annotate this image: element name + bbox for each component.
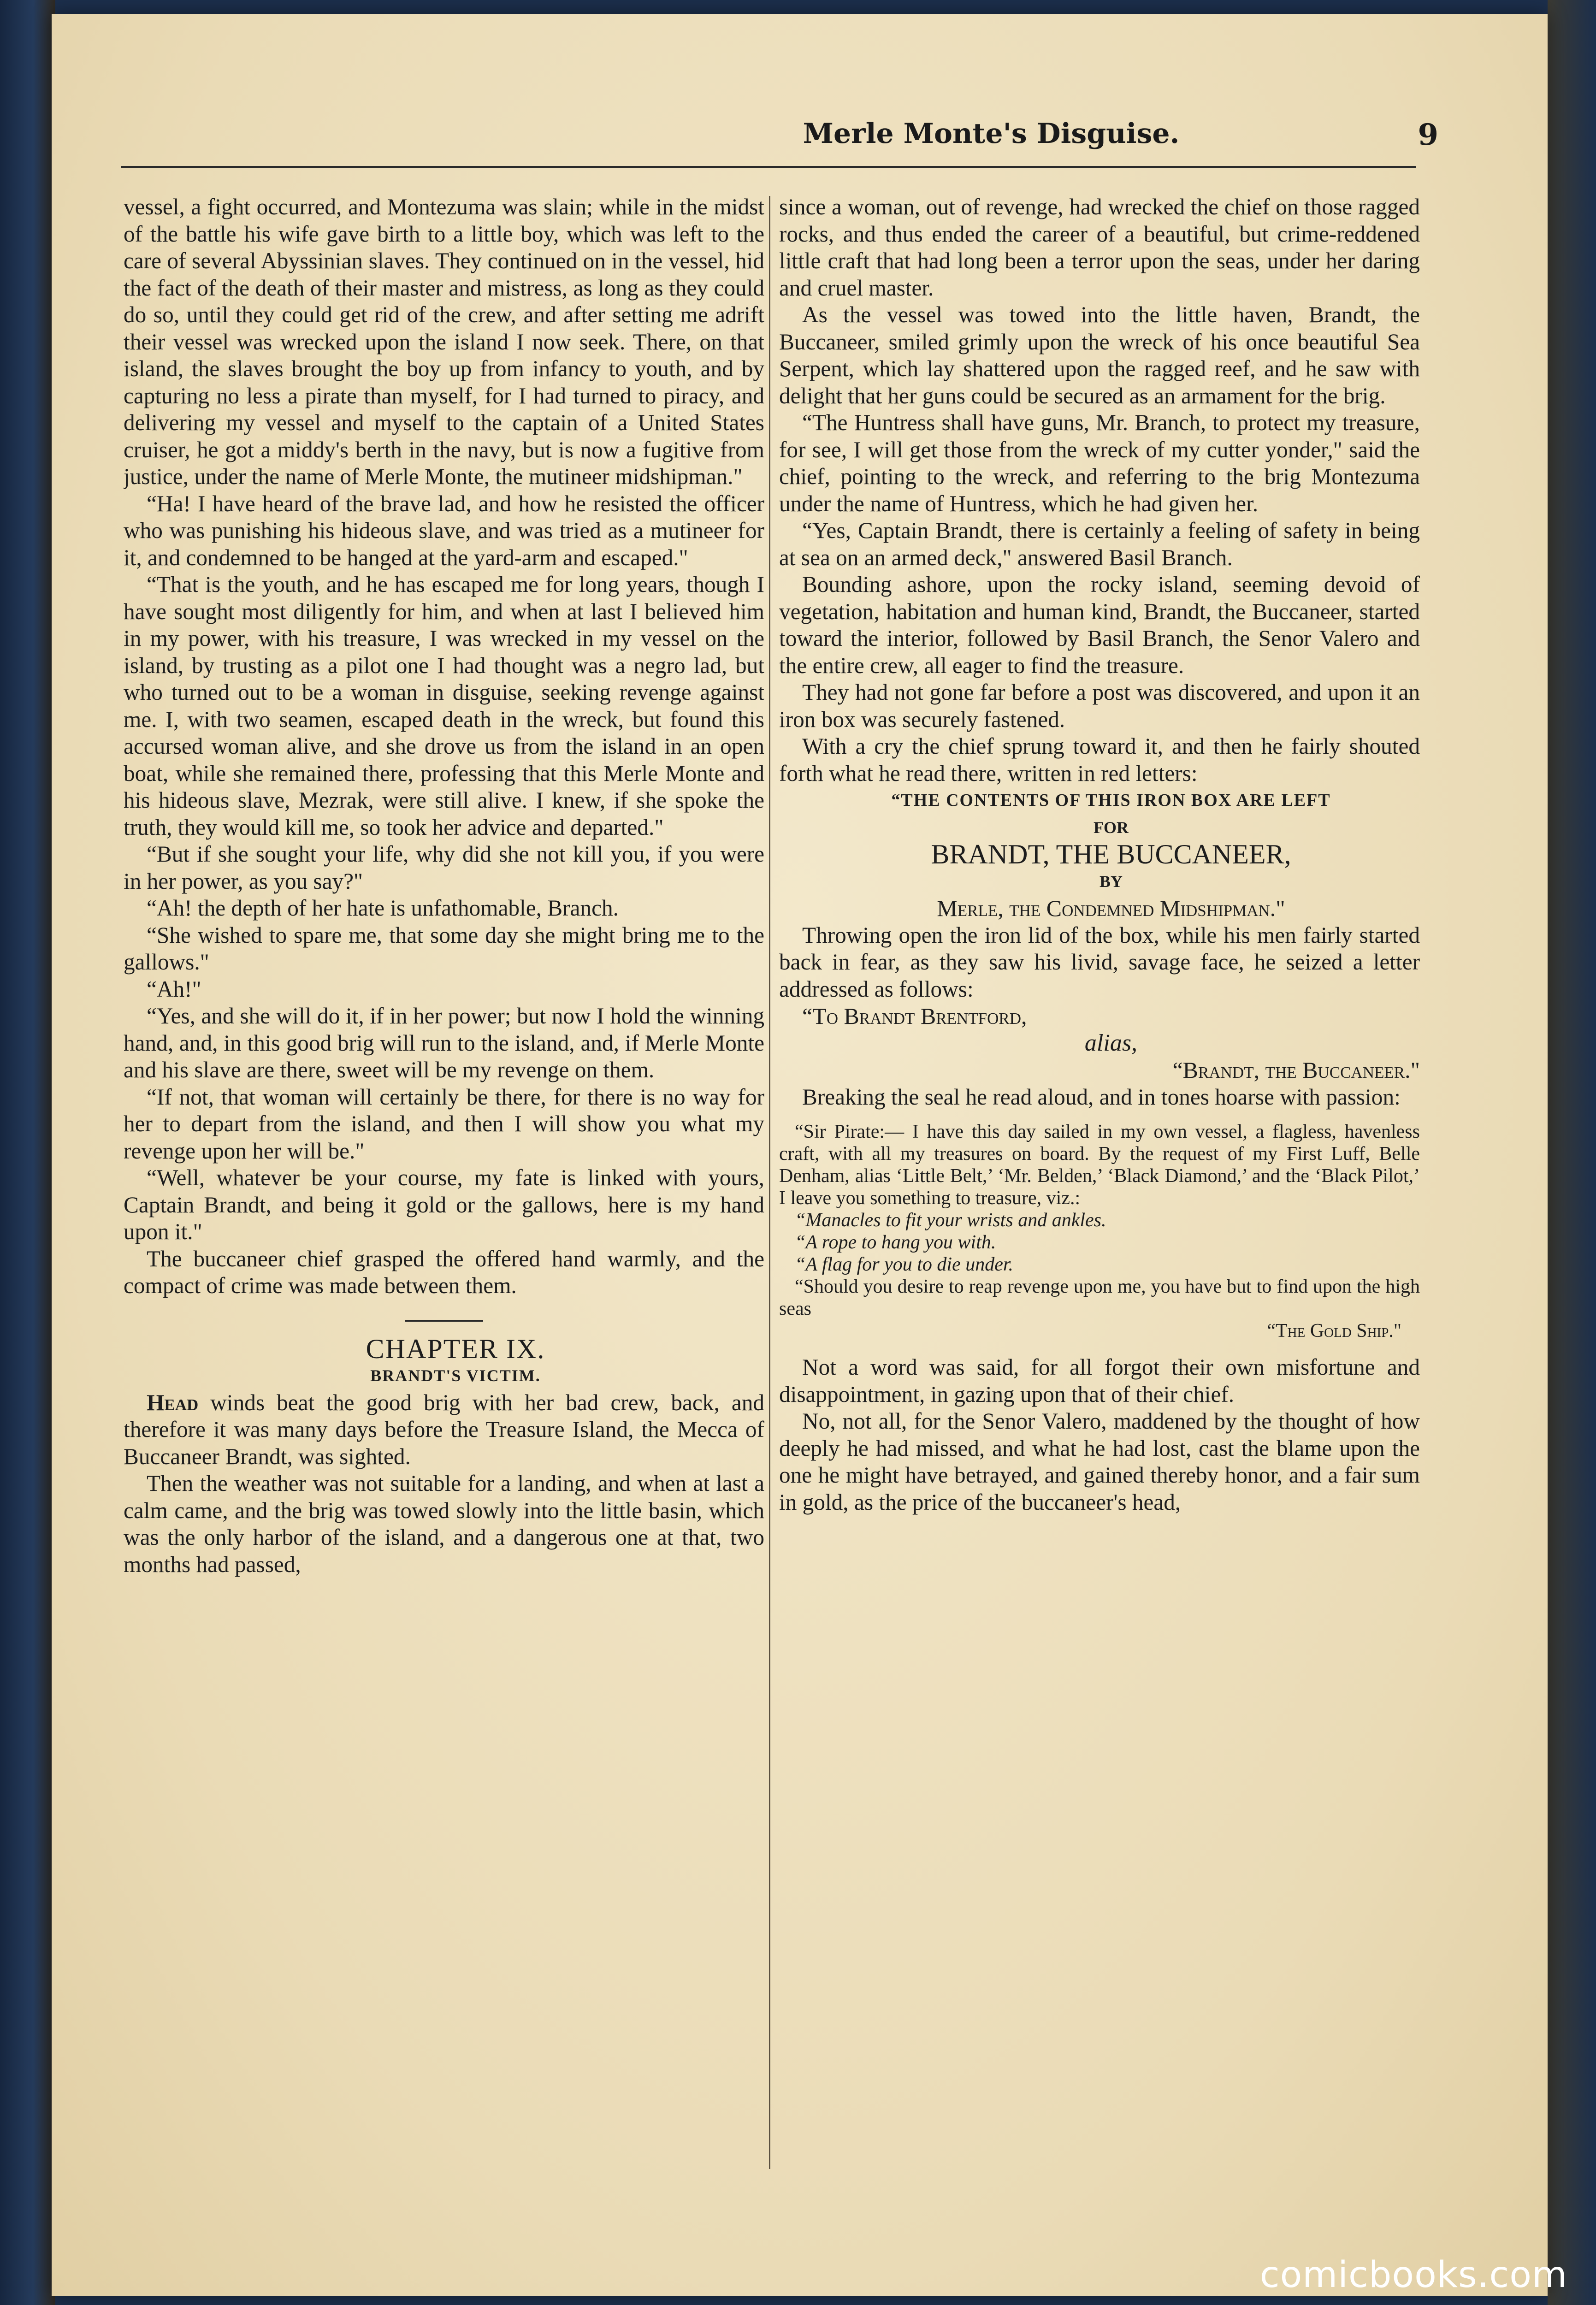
scan-background-left bbox=[0, 0, 55, 2305]
letter-item: “A flag for you to die under. bbox=[795, 1254, 1014, 1275]
paragraph: “Well, whatever be your course, my fate is linked with yours, Captain Brandt, and being it gold or the gallows, here is my hand upon it." bbox=[124, 1165, 764, 1244]
pirate-letter bbox=[779, 1121, 1420, 1342]
watermark-text: comicbooks.com bbox=[1259, 2254, 1567, 2296]
header-rule bbox=[121, 166, 1416, 168]
running-title: Merle Monte's Disguise. bbox=[803, 118, 1180, 150]
chapter-first-text: winds beat the good brig with her bad crew, back, and therefore it was many days before the Treasure Island, the Mecca of Buccaneer Brandt, was sighted. bbox=[124, 1389, 764, 1469]
paragraph: Throwing open the iron lid of the box, while his men fairly started back in fear, as they saw his livid, savage face, he seized a letter addressed as follows: bbox=[779, 922, 1420, 1002]
letter-item: “Manacles to fit your wrists and ankles. bbox=[795, 1210, 1106, 1231]
notice-line: BRANDT, THE BUCCANEER, bbox=[931, 839, 1291, 869]
right-column bbox=[779, 194, 1420, 2190]
paragraph: They had not gone far before a post was discovered, and upon it an iron box was securely fastened. bbox=[779, 680, 1420, 732]
address-line: “To Brandt Brentford, bbox=[802, 1003, 1027, 1029]
paragraph: “She wished to spare me, that some day she might bring me to the gallows." bbox=[124, 922, 764, 975]
paragraph: As the vessel was towed into the little haven, Brandt, the Buccaneer, smiled grimly upon the wreck of his once beautiful Sea Serpent, which lay shattered upon the ragged reef, and he saw with delight that her guns could be secured as an armament for the brig. bbox=[779, 302, 1420, 408]
chapter-first-word: Head bbox=[147, 1389, 199, 1415]
paragraph: “Ah!" bbox=[147, 976, 201, 1002]
letter-item: “A rope to hang you with. bbox=[795, 1232, 996, 1253]
paragraph: Breaking the seal he read aloud, and in tones hoarse with passion: bbox=[802, 1084, 1401, 1110]
scan-background-right bbox=[1548, 0, 1596, 2305]
paragraph: The buccaneer chief grasped the offered hand warmly, and the compact of crime was made between them. bbox=[124, 1246, 764, 1298]
paragraph: Bounding ashore, upon the rocky island, seeming devoid of vegetation, habitation and human kind, Brandt, the Buccaneer, started toward the interior, followed by Basil Branch, the Senor Valero and the entire crew, all eager to find the treasure. bbox=[779, 572, 1420, 678]
paragraph: since a woman, out of revenge, had wrecked the chief on those ragged rocks, and thus ended the career of a beautiful, but crime-reddened little craft that had long been a terror upon the seas, under her daring and cruel master. bbox=[779, 194, 1420, 301]
paragraph: Not a word was said, for all forgot their own misfortune and disappointment, in gazing upon that of their chief. bbox=[779, 1354, 1420, 1407]
page-number: 9 bbox=[1418, 118, 1438, 152]
left-column bbox=[124, 194, 764, 2190]
chapter-subtitle: BRANDT'S VICTIM. bbox=[370, 1366, 541, 1385]
paragraph: Then the weather was not suitable for a landing, and when at last a calm came, and the brig was towed slowly into the little basin, which was the only harbor of the island, and a dangerous one at that, two months had passed, bbox=[124, 1471, 764, 1577]
paragraph: “Yes, Captain Brandt, there is certainly a feeling of safety in being at sea on an armed deck," answered Basil Branch. bbox=[779, 518, 1420, 570]
notice-line: FOR bbox=[1094, 818, 1129, 837]
paragraph: “That is the youth, and he has escaped me for long years, though I have sought most diligently for him, and when at last I believed him in my power, with his treasure, I was wrecked in my vessel on the island, by trusting as a pilot one I had thought was a negro lad, but who turned out to be a woman in disguise, seeking revenge against me. I, with two seamen, escaped death in the wreck, but found this accursed woman alive, and she drove us from the island in an open boat, while she remained there, professing that this Merle Monte and his hideous slave, Mezrak, were still alive. I knew, if she spoke the truth, they would kill me, so took her advice and departed." bbox=[124, 572, 764, 840]
letter-signature: “The Gold Ship." bbox=[1267, 1320, 1401, 1342]
paragraph: “Yes, and she will do it, if in her power; but now I hold the winning hand, and, in this good brig will run to the island, and, if Merle Monte and his slave are there, sweet will be my revenge on them. bbox=[124, 1003, 764, 1082]
notice-line: BY bbox=[1099, 872, 1123, 891]
chapter-title: CHAPTER IX. bbox=[366, 1333, 545, 1364]
paragraph: “Ha! I have heard of the brave lad, and how he resisted the officer who was punishing his hideous slave, and was tried as a mutineer for it, and condemned to be hanged at the yard-arm and escaped." bbox=[124, 491, 764, 570]
notice-line: Merle, the Condemned Midshipman." bbox=[937, 895, 1285, 921]
paragraph: “The Huntress shall have guns, Mr. Branch, to protect my treasure, for see, I will get those from the wreck of my cutter yonder," said the chief, pointing to the wreck, and referring to the brig Montezuma under the name of Huntress, which he had given her. bbox=[779, 410, 1420, 516]
notice-line: “THE CONTENTS OF THIS IRON BOX ARE LEFT bbox=[891, 791, 1331, 810]
address-line: alias, bbox=[1084, 1029, 1138, 1056]
chapter-opening-paragraph bbox=[124, 1389, 764, 1471]
chapter-divider bbox=[405, 1320, 483, 1322]
paragraph: vessel, a fight occurred, and Montezuma was slain; while in the midst of the battle his wife gave birth to a little boy, which was left to the care of several Abyssinian slaves. They continued on in the vessel, hid the fact of the death of their master and mistress, as long as they could do so, until they could get rid of the crew, and after setting me adrift their vessel was wrecked upon the island I now seek. There, on that island, the slaves brought the boy up from infancy to youth, and by capturing no less a pirate than myself, for I had turned to piracy, and delivering my vessel and myself to the captain of a United States cruiser, he got a middy's berth in the navy, but is now a fugitive from justice, under the name of Merle Monte, the mutineer midshipman." bbox=[124, 194, 764, 489]
paragraph: “But if she sought your life, why did she not kill you, if you were in her power, as you say?" bbox=[124, 841, 764, 894]
paragraph: No, not all, for the Senor Valero, maddened by the thought of how deeply he had missed, and what he had lost, cast the blame upon the one he might have betrayed, and gained thereby honor, and a fair sum in gold, as the price of the buccaneer's head, bbox=[779, 1408, 1420, 1515]
letter-closing: “Should you desire to reap revenge upon me, you have but to find upon the high seas bbox=[779, 1276, 1420, 1319]
paragraph: “If not, that woman will certainly be there, for there is no way for her to depart from the island, and then I will show you what my revenge upon her will be." bbox=[124, 1084, 764, 1164]
paragraph: With a cry the chief sprung toward it, and then he fairly shouted forth what he read there, written in red letters: bbox=[779, 733, 1420, 786]
paragraph: “Ah! the depth of her hate is unfathomable, Branch. bbox=[147, 895, 619, 921]
column-divider bbox=[769, 196, 770, 2169]
letter-body: “Sir Pirate:— I have this day sailed in my own vessel, a flagless, havenless craft, with all my treasures on board. By the request of my First Luff, Belle Denham, alias ‘Little Belt,’ ‘Mr. Belden,’ ‘Black Diamond,’ and the ‘Black Pilot,’ I leave you something to treasure, viz.: bbox=[779, 1121, 1420, 1209]
address-line: “Brandt, the Buccaneer." bbox=[1172, 1057, 1420, 1083]
